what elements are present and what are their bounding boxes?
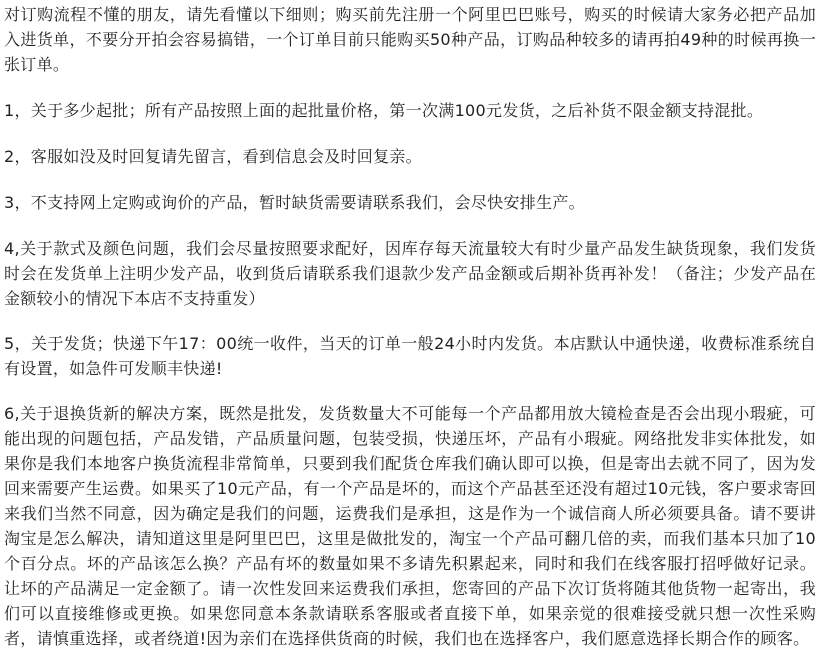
- policy-item-style-color: 4,关于款式及颜色问题，我们会尽量按照要求配好，因库存每天流量较大有时少量产品发生缺货现象，我们发货时会在发货单上注明少发产品，收到货后请联系我们退款少发产品金额或后期补货再补发！（备注；少发产品在金额较小的情况下本店不支持重发）: [4, 239, 816, 308]
- policy-item-shipping: 5，关于发货；快递下午17：00统一收件，当天的订单一般24小时内发货。本店默认中通快递，收费标准系统自有设置，如急件可发顺丰快递!: [4, 334, 816, 378]
- policy-item-inquiry: 3，不支持网上定购或询价的产品，暂时缺货需要请联系我们，会尽快安排生产。: [4, 193, 585, 212]
- policy-document: [4, 2, 816, 651]
- policy-item-returns: 6,关于退换货新的解决方案，既然是批发，发货数量大不可能每一个产品都用放大镜检查是否会出现小瑕疵，可能出现的问题包括，产品发错，产品质量问题，包装受损，快递压坏，产品有小瑕疵。网络批发非实体批发，如果你是我们本地客户换货流程非常简单，只要到我们配货仓库我们确认即可以换，但是寄出去就不同了，因为发回来需要产生运费。如果买了10元产品，有一个产品是坏的，而这个产品甚至还没有超过10元钱，客户要求寄回来我们当然不同意，因为确定是我们的问题，运费我们是承担，这是作为一个诚信商人所必须要具备。请不要讲淘宝是怎么解决，请知道这里是阿里巴巴，这里是做批发的，淘宝一个产品可翻几倍的卖，而我们基本只加了10个百分点。坏的产品该怎么换？产品有坏的数量如果不多请先积累起来，同时和我们在线客服打招呼做好记录。让坏的产品满足一定金额了。请一次性发回来运费我们承担，您寄回的产品下次订货将随其他货物一起寄出，我们可以直接维修或更换。如果您同意本条款请联系客服或者直接下单，如果亲觉的很难接受就只想一次性采购者，请慎重选择，或者绕道!因为亲们在选择供货商的时候，我们也在选择客户，我们愿意选择长期合作的顾客。: [4, 404, 816, 648]
- intro-paragraph: 对订购流程不懂的朋友，请先看懂以下细则；购买前先注册一个阿里巴巴账号，购买的时候请大家务必把产品加入进货单，不要分开拍会容易搞错，一个订单目前只能购买50种产品，订购品种较多的请再拍49种的时候再换一张订单。: [4, 5, 816, 74]
- policy-item-minimum-order: 1，关于多少起批；所有产品按照上面的起批量价格，第一次满100元发货，之后补货不限金额支持混批。: [4, 101, 764, 120]
- policy-item-customer-service: 2，客服如没及时回复请先留言，看到信息会及时回复亲。: [4, 147, 422, 166]
